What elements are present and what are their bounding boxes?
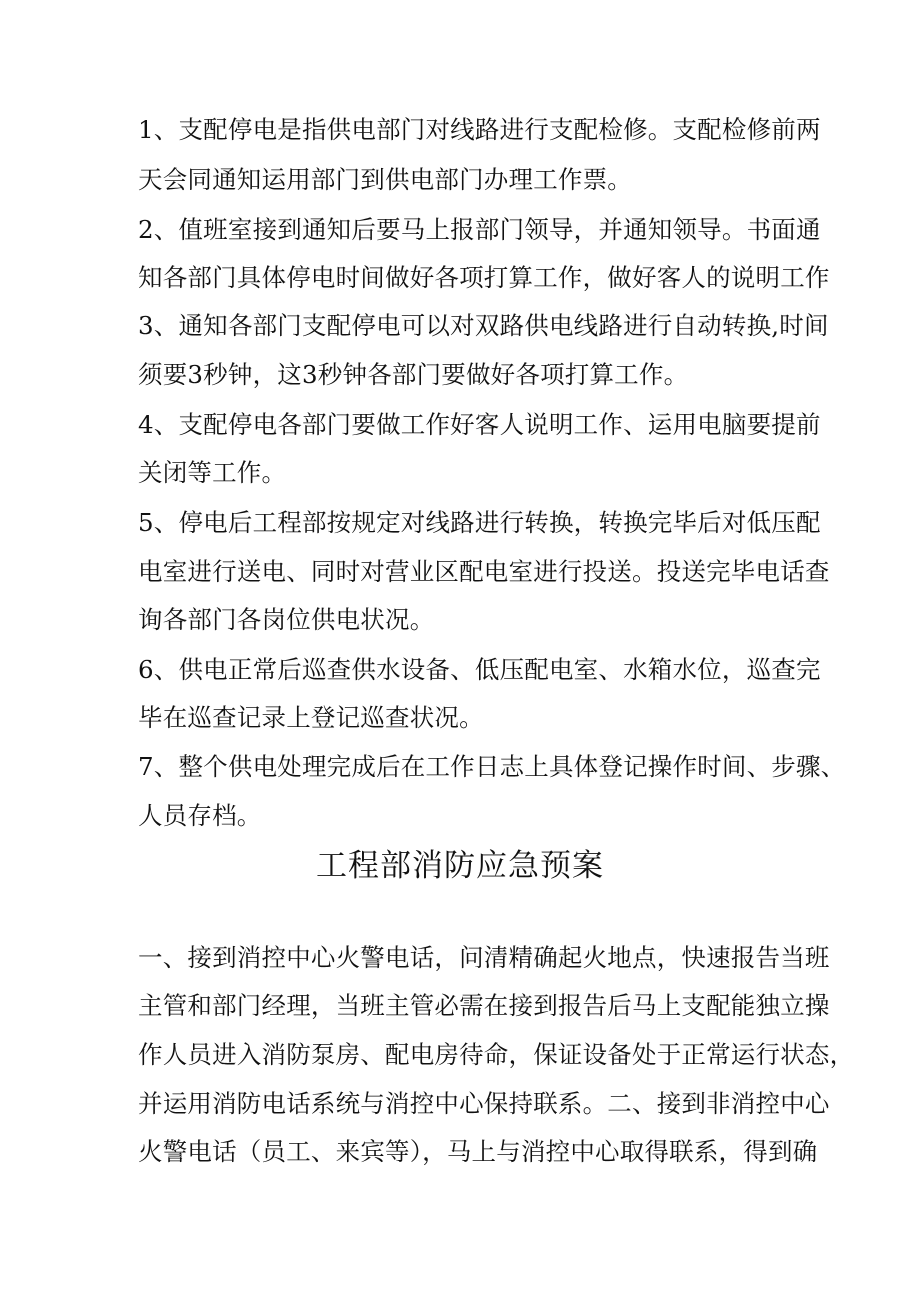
text-line: 作人员进入消防泵房、配电房待命，保证设备处于正常运行状态， xyxy=(138,1040,855,1069)
text-line: 主管和部门经理，当班主管必需在接到报告后马上支配能独立操 xyxy=(138,991,830,1020)
text-line: 7、整个供电处理完成后在工作日志上具体登记操作时间、步骤、 xyxy=(138,752,846,781)
text-line: 天会同通知运用部门到供电部门办理工作票。 xyxy=(138,165,632,194)
section-heading: 工程部消防应急预案 xyxy=(316,848,604,884)
text-line: 2、值班室接到通知后要马上报部门领导，并通知领导。书面通 xyxy=(138,215,821,244)
text-line: 关闭等工作。 xyxy=(138,458,287,487)
text-line: 知各部门具体停电时间做好各项打算工作，做好客人的说明工作 xyxy=(138,263,830,292)
text-line: 毕在巡查记录上登记巡查状况。 xyxy=(138,703,484,732)
text-line: 1、支配停电是指供电部门对线路进行支配检修。支配检修前两 xyxy=(138,115,821,144)
text-line: 6、供电正常后巡查供水设备、低压配电室、水箱水位，巡查完 xyxy=(138,655,821,684)
text-line: 电室进行送电、同时对营业区配电室进行投送。投送完毕电话查 xyxy=(138,557,830,586)
text-line: 询各部门各岗位供电状况。 xyxy=(138,605,435,634)
text-line: 须要3秒钟，这3秒钟各部门要做好各项打算工作。 xyxy=(138,360,689,389)
text-line: 一、接到消控中心火警电话，问清精确起火地点，快速报告当班 xyxy=(138,943,830,972)
text-line: 4、支配停电各部门要做工作好客人说明工作、运用电脑要提前 xyxy=(138,410,821,439)
text-line: 人员存档。 xyxy=(138,801,262,830)
text-line: 3、通知各部门支配停电可以对双路供电线路进行自动转换,时间 xyxy=(138,311,829,340)
text-line: 5、停电后工程部按规定对线路进行转换，转换完毕后对低压配 xyxy=(138,508,821,537)
text-line: 火警电话（员工、来宾等），马上与消控中心取得联系，得到确 xyxy=(138,1137,818,1166)
text-line: 并运用消防电话系统与消控中心保持联系。二、接到非消控中心 xyxy=(138,1089,830,1118)
